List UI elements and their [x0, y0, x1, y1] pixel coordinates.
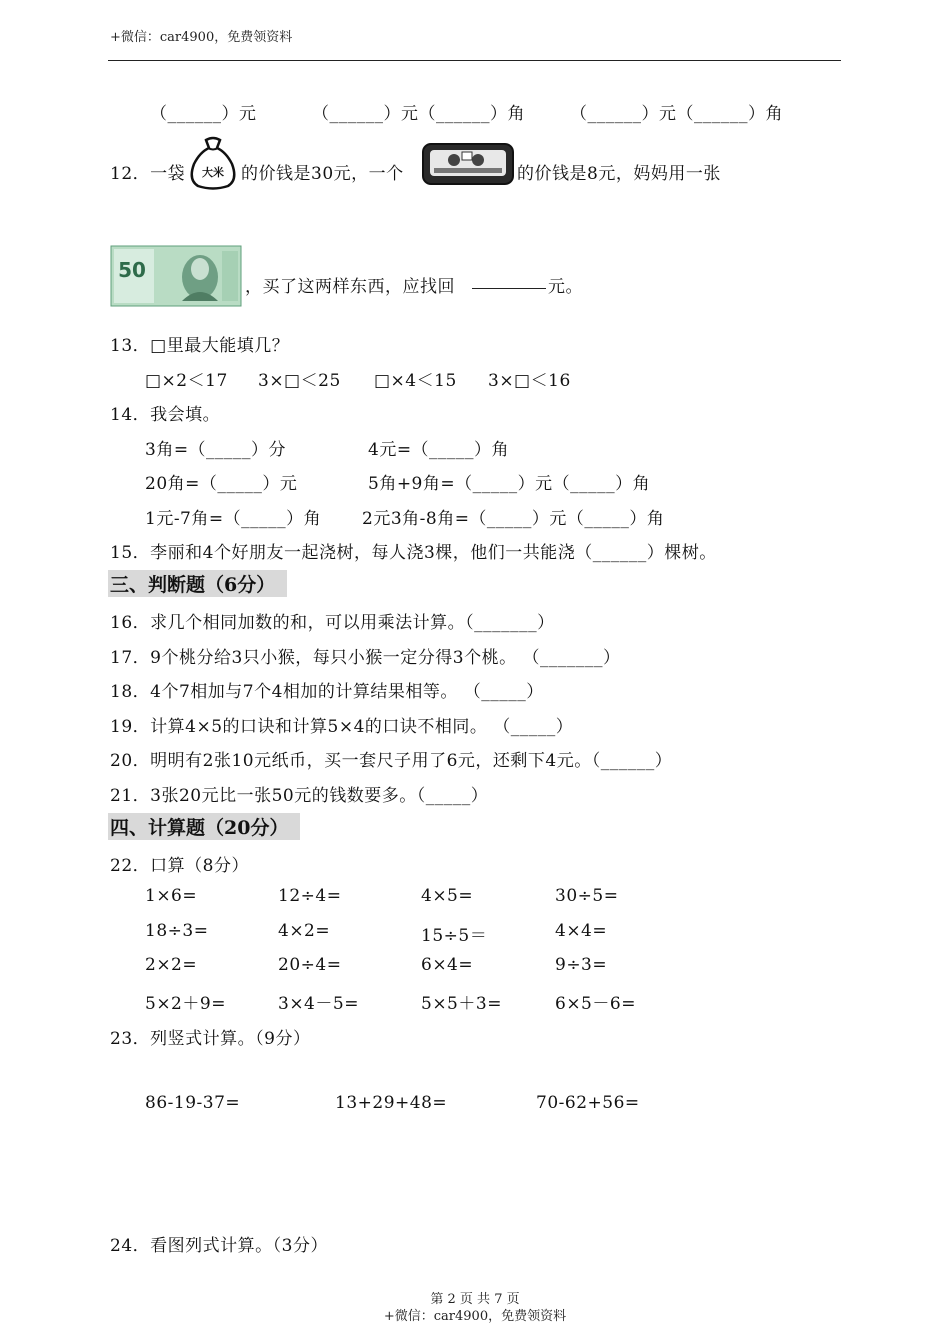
q12-part3: 的价钱是8元，妈妈用一张: [517, 164, 721, 184]
oral-calc-item: 12÷4=: [278, 886, 342, 906]
oral-calc-item: 1×6=: [145, 886, 198, 906]
footer-note: +微信：car4900，免费领资料: [383, 1309, 567, 1324]
oral-calc-item: 4×5=: [421, 886, 474, 906]
q13-item-4: 3×□＜16: [488, 371, 571, 391]
rice-bag-icon: [186, 134, 240, 192]
q12-part5: 元。: [548, 277, 583, 297]
judge-item-17: 17．9个桃分给3只小猴，每只小猴一定分得3个桃。 （_______）: [110, 648, 621, 668]
oral-calc-item: 3×4－5=: [278, 994, 359, 1014]
oral-calc-item: 6×4=: [421, 955, 474, 975]
vertical-calc-item-1: 86-19-37=: [145, 1093, 241, 1113]
oral-calc-item: 20÷4=: [278, 955, 342, 975]
banknote-value: 50: [118, 258, 146, 282]
vertical-calc-item-3: 70-62+56=: [536, 1093, 640, 1113]
q14-r3-a: 1元-7角=（_____）角: [145, 509, 322, 529]
q22-title: 22．口算（8分）: [110, 856, 249, 876]
oral-calc-item: 5×5＋3=: [421, 994, 502, 1014]
bag-label: 大米: [202, 166, 224, 179]
q14-r1-b: 4元=（_____）角: [368, 440, 510, 460]
q13-title: 13．□里最大能填几？: [110, 336, 290, 356]
judge-item-18: 18．4个7相加与7个4相加的计算结果相等。 （_____）: [110, 682, 544, 702]
oral-calc-item: 4×2=: [278, 921, 331, 941]
oral-calc-item: 18÷3=: [145, 921, 209, 941]
judge-item-21: 21．3张20元比一张50元的钱数要多。（_____）: [110, 786, 489, 806]
oral-calc-item: 30÷5=: [555, 886, 619, 906]
q15-text: 15．李丽和4个好朋友一起浇树，每人浇3棵，他们一共能浇（______）棵树。: [110, 543, 717, 563]
q14-r2-a: 20角=（_____）元: [145, 474, 298, 494]
q13-item-2: 3×□＜25: [258, 371, 341, 391]
q12-part4: ，买了这两样东西，应找回: [245, 277, 455, 297]
q14-r3-b: 2元3角-8角=（_____）元（_____）角: [362, 509, 665, 529]
q13-item-1: □×2＜17: [145, 371, 228, 391]
q14-r1-a: 3角=（_____）分: [145, 440, 287, 460]
oral-calc-item: 4×4=: [555, 921, 608, 941]
q23-title: 23．列竖式计算。（9分）: [110, 1029, 311, 1049]
oral-calc-item: 2×2=: [145, 955, 198, 975]
q12-part1: 12．一袋: [110, 164, 186, 184]
vertical-calc-item-2: 13+29+48=: [335, 1093, 448, 1113]
oral-calc-item: 6×5－6=: [555, 994, 636, 1014]
q24-title: 24．看图列式计算。（3分）: [110, 1236, 328, 1256]
section-3-title: 三、判断题（6分）: [108, 570, 287, 597]
header-note: +微信：car4900，免费领资料: [110, 30, 293, 45]
footer-page-number: 第 2 页 共 7 页: [430, 1292, 520, 1307]
pencil-box-icon: [420, 138, 516, 190]
header-rule: [108, 60, 841, 61]
oral-calc-item: 5×2＋9=: [145, 994, 226, 1014]
oral-calc-item: 15÷5＝: [421, 926, 488, 946]
oral-calc-item: 9÷3=: [555, 955, 608, 975]
q13-item-3: □×4＜15: [374, 371, 457, 391]
q11-blank-b: （______）元（______）角: [312, 104, 525, 124]
q12-answer-blank: [472, 288, 546, 289]
judge-item-20: 20．明明有2张10元纸币，买一套尺子用了6元，还剩下4元。（______）: [110, 751, 673, 771]
q11-blank-a: （______）元: [150, 104, 257, 124]
section-4-title: 四、计算题（20分）: [108, 813, 300, 840]
q12-part2: 的价钱是30元，一个: [241, 164, 404, 184]
q14-title: 14．我会填。: [110, 405, 221, 425]
banknote-50-icon: [110, 245, 242, 307]
judge-item-16: 16．求几个相同加数的和，可以用乘法计算。（_______）: [110, 613, 555, 633]
judge-item-19: 19．计算4×5的口诀和计算5×4的口诀不相同。 （_____）: [110, 717, 574, 737]
q11-blank-c: （______）元（______）角: [570, 104, 783, 124]
q14-r2-b: 5角+9角=（_____）元（_____）角: [368, 474, 651, 494]
